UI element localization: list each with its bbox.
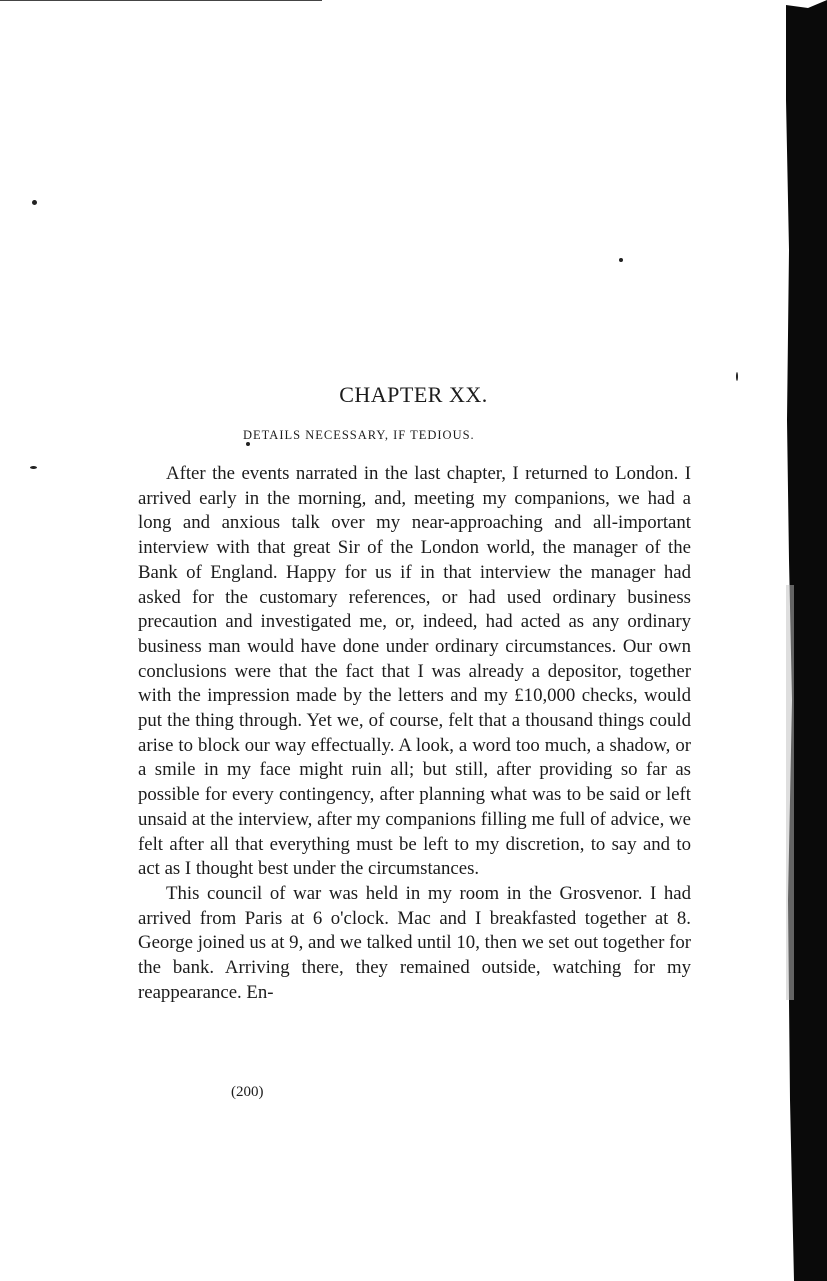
speck: [736, 372, 738, 381]
body-text: [138, 462, 691, 1005]
speck: [30, 466, 37, 469]
page-edge-shadow: [786, 0, 827, 1281]
chapter-subtitle: DETAILS NECESSARY, IF TEDIOUS.: [243, 428, 475, 442]
page-number: (200): [231, 1084, 264, 1100]
chapter-title: CHAPTER XX.: [339, 382, 488, 407]
speck: [619, 258, 623, 262]
paragraph: After the events narrated in the last chapter, I returned to London. I arrived early in the morning, and, meeting my companions, we had a long and anxious talk over my near-approaching and all-important interview with that great Sir of the London world, the manager of the Bank of England. Happy for us if in that interview the manager had asked for the customary references, or had used ordinary business precaution and investigated me, or, indeed, had acted as any ordinary business man would have done under ordinary circumstances. Our own conclusions were that the fact that I was already a depositor, together with the impression made by the letters and my £10,000 checks, would put the thing through. Yet we, of course, felt that a thousand things could arise to block our way effectually. A look, a word too much, a shadow, or a smile in my face might ruin all; but still, after providing so far as possible for every contingency, after planning what was to be said or left unsaid at the interview, after my companions filling me full of advice, we felt after all that everything must be left to my discretion, to say and to act as I thought best under the circumstances.: [138, 463, 691, 880]
paragraph: This council of war was held in my room in the Grosvenor. I had arrived from Paris at 6 o'clock. Mac and I breakfasted together at 8. George joined us at 9, and we talked until 10, then we set out together for the bank. Arriving there, they remained outside, watching for my reappearance. En-: [138, 882, 691, 1003]
speck: [32, 200, 37, 205]
top-rule: [0, 0, 322, 1]
